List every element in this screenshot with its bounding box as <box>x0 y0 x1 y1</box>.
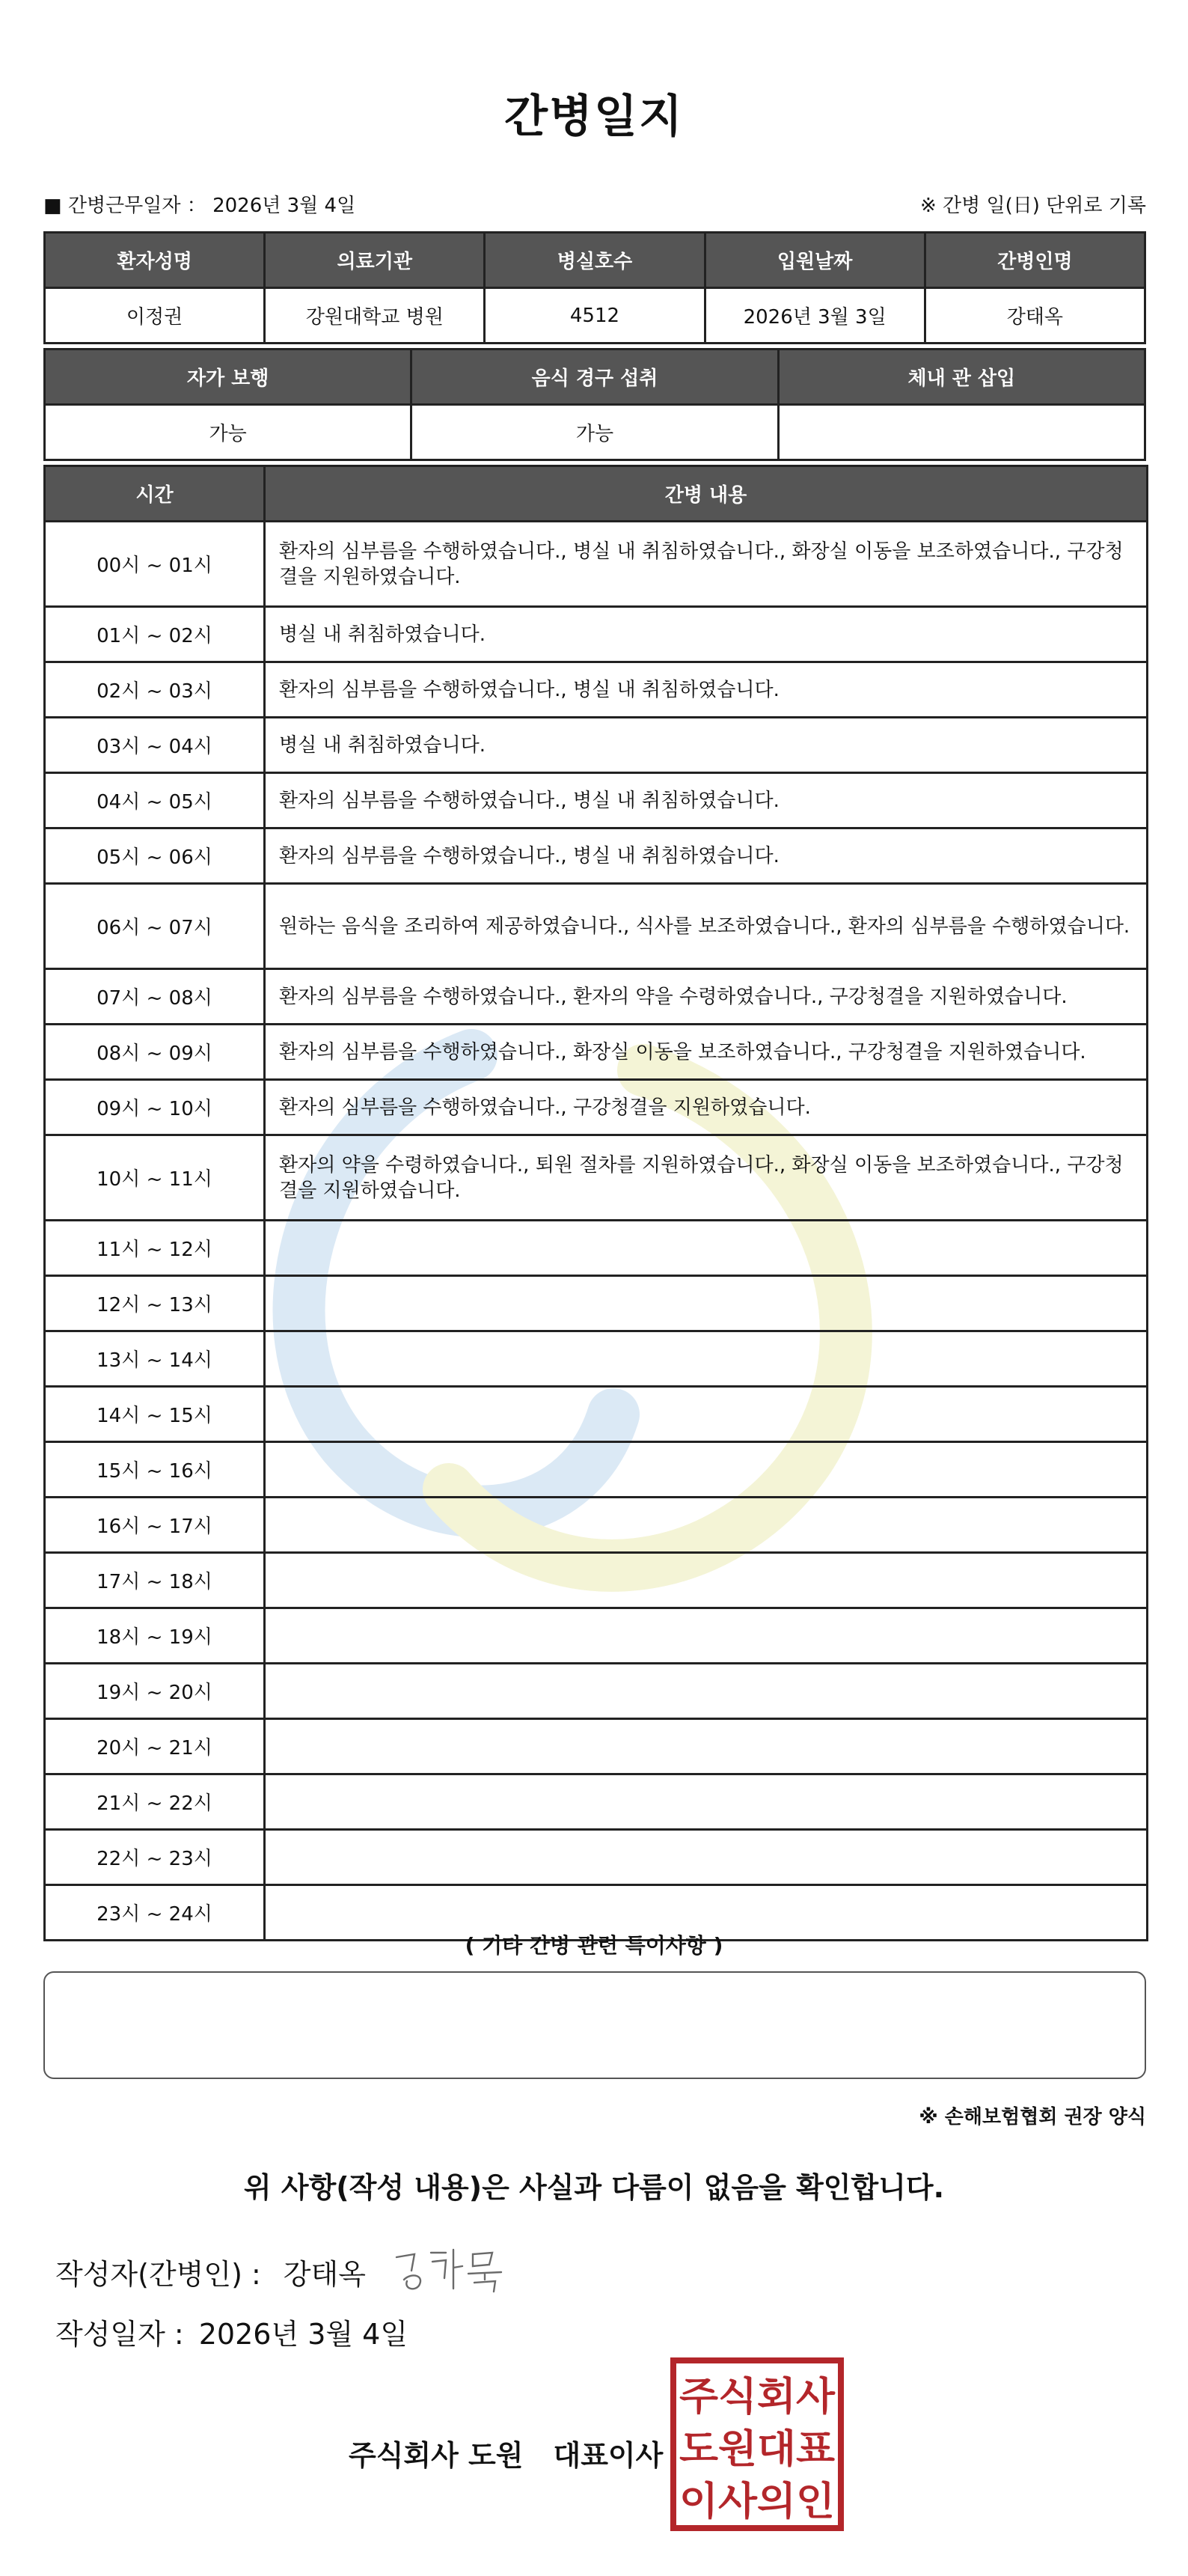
hospital-cell: 강원대학교 병원 <box>265 288 485 344</box>
written-date-line <box>55 2311 408 2352</box>
time-cell: 13시 ~ 14시 <box>45 1331 265 1387</box>
table-row <box>45 1135 1148 1221</box>
table-header-row <box>45 350 1145 405</box>
signature-image <box>389 2236 509 2296</box>
table-row <box>45 1719 1148 1774</box>
written-date-label: 작성일자 : <box>55 2318 184 2351</box>
table-row <box>45 1442 1148 1498</box>
care-content-cell <box>265 1498 1148 1553</box>
time-cell: 16시 ~ 17시 <box>45 1498 265 1553</box>
time-cell: 21시 ~ 22시 <box>45 1774 265 1830</box>
table-row <box>45 969 1148 1025</box>
table-row <box>45 1276 1148 1331</box>
care-log-table <box>43 465 1148 1941</box>
written-date-value: 2026년 3월 4일 <box>198 2318 408 2351</box>
company-name: 주식회사 도원 <box>349 2439 524 2472</box>
care-content-cell: 환자의 심부름을 수행하였습니다., 병실 내 취침하였습니다. <box>265 773 1148 828</box>
header-cell: 음식 경구 섭취 <box>411 350 778 405</box>
work-date <box>43 190 355 218</box>
care-content-cell: 환자의 심부름을 수행하였습니다., 구강청결을 지원하였습니다. <box>265 1080 1148 1135</box>
time-cell: 07시 ~ 08시 <box>45 969 265 1025</box>
table-row <box>45 1080 1148 1135</box>
table-row <box>45 662 1148 718</box>
care-content-cell: 병실 내 취침하였습니다. <box>265 718 1148 773</box>
care-content-cell <box>265 1442 1148 1498</box>
care-content-cell: 환자의 심부름을 수행하였습니다., 화장실 이동을 보조하였습니다., 구강청결을 지원하였습니다. <box>265 1025 1148 1080</box>
writer-label: 작성자(간병인) : <box>55 2258 261 2291</box>
care-content-cell: 병실 내 취침하였습니다. <box>265 607 1148 662</box>
header-cell: 환자성명 <box>45 233 265 288</box>
writer-name: 강태옥 <box>283 2258 366 2291</box>
table-row <box>45 773 1148 828</box>
svg-text:주식회사: 주식회사 <box>679 2375 836 2420</box>
unit-note-text: ※ 간병 일(日) 단위로 기록 <box>919 195 1146 217</box>
time-cell: 18시 ~ 19시 <box>45 1608 265 1664</box>
recommend-note: ※ 손해보험협회 권장 양식 <box>919 2106 1146 2128</box>
svg-text:이사의인: 이사의인 <box>679 2479 835 2524</box>
page-title: 간병일지 <box>504 91 684 143</box>
time-cell: 06시 ~ 07시 <box>45 884 265 969</box>
header-cell: 입원날짜 <box>705 233 925 288</box>
header-cell: 체내 관 삽입 <box>778 350 1145 405</box>
table-row <box>45 1387 1148 1442</box>
time-cell: 22시 ~ 23시 <box>45 1830 265 1885</box>
time-cell: 10시 ~ 11시 <box>45 1135 265 1221</box>
caregiver-name-cell: 강태옥 <box>925 288 1145 344</box>
time-cell: 09시 ~ 10시 <box>45 1080 265 1135</box>
time-cell: 20시 ~ 21시 <box>45 1719 265 1774</box>
time-cell: 04시 ~ 05시 <box>45 773 265 828</box>
header-cell: 자가 보행 <box>45 350 411 405</box>
meta-row <box>43 190 1146 220</box>
table-row <box>45 1553 1148 1608</box>
care-content-cell <box>265 1331 1148 1387</box>
table-header-row <box>45 466 1148 522</box>
remarks-heading: ( 기타 간병 관련 특이사항 ) <box>465 1933 723 1958</box>
oral-intake-cell: 가능 <box>411 405 778 460</box>
care-content-cell: 환자의 심부름을 수행하였습니다., 병실 내 취침하였습니다. <box>265 828 1148 884</box>
header-cell: 간병 내용 <box>265 466 1148 522</box>
time-cell: 23시 ~ 24시 <box>45 1885 265 1941</box>
writer-line <box>55 2251 366 2292</box>
header-cell: 시간 <box>45 466 265 522</box>
table-row <box>45 405 1145 460</box>
table-row <box>45 607 1148 662</box>
admission-date-cell: 2026년 3월 3일 <box>705 288 925 344</box>
work-date-label: ■ 간병근무일자 ： <box>43 195 213 217</box>
time-cell: 05시 ~ 06시 <box>45 828 265 884</box>
company-title: 대표이사 <box>553 2439 664 2472</box>
care-content-cell <box>265 1553 1148 1608</box>
care-content-cell <box>265 1774 1148 1830</box>
time-cell: 08시 ~ 09시 <box>45 1025 265 1080</box>
care-content-cell <box>265 1276 1148 1331</box>
table-header-row <box>45 233 1145 288</box>
table-row <box>45 884 1148 969</box>
care-content-cell: 환자의 심부름을 수행하였습니다., 병실 내 취침하였습니다. <box>265 662 1148 718</box>
table-row <box>45 1664 1148 1719</box>
time-cell: 15시 ~ 16시 <box>45 1442 265 1498</box>
care-content-cell <box>265 1608 1148 1664</box>
svg-text:도원대표: 도원대표 <box>679 2427 835 2472</box>
time-cell: 11시 ~ 12시 <box>45 1221 265 1276</box>
care-content-cell: 환자의 심부름을 수행하였습니다., 환자의 약을 수령하였습니다., 구강청결을 지원하였습니다. <box>265 969 1148 1025</box>
care-content-cell <box>265 1830 1148 1885</box>
table-row <box>45 1025 1148 1080</box>
patient-info-table <box>43 231 1146 344</box>
room-cell: 4512 <box>485 288 705 344</box>
header-cell: 병실호수 <box>485 233 705 288</box>
confirm-statement: 위 사항(작성 내용)은 사실과 다름이 없음을 확인합니다. <box>243 2171 945 2204</box>
header-cell: 간병인명 <box>925 233 1145 288</box>
table-row <box>45 1774 1148 1830</box>
tube-insertion-cell <box>778 405 1145 460</box>
care-content-cell: 환자의 약을 수령하였습니다., 퇴원 절차를 지원하였습니다., 화장실 이동을 보조하였습니다., 구강청결을 지원하였습니다. <box>265 1135 1148 1221</box>
time-cell: 02시 ~ 03시 <box>45 662 265 718</box>
time-cell: 12시 ~ 13시 <box>45 1276 265 1331</box>
walking-cell: 가능 <box>45 405 411 460</box>
care-content-cell <box>265 1719 1148 1774</box>
unit-note <box>920 190 1146 218</box>
time-cell: 01시 ~ 02시 <box>45 607 265 662</box>
table-row <box>45 1221 1148 1276</box>
time-cell: 19시 ~ 20시 <box>45 1664 265 1719</box>
care-content-cell: 환자의 심부름을 수행하였습니다., 병실 내 취침하였습니다., 화장실 이동을 보조하였습니다., 구강청결을 지원하였습니다. <box>265 522 1148 607</box>
table-row <box>45 718 1148 773</box>
time-cell: 03시 ~ 04시 <box>45 718 265 773</box>
company-seal-stamp <box>670 2357 844 2531</box>
care-content-cell <box>265 1387 1148 1442</box>
remarks-box <box>43 1971 1146 2079</box>
time-cell: 17시 ~ 18시 <box>45 1553 265 1608</box>
header-cell: 의료기관 <box>265 233 485 288</box>
table-row <box>45 1498 1148 1553</box>
company-signoff <box>349 2432 663 2473</box>
patient-status-table <box>43 348 1146 461</box>
table-row <box>45 1830 1148 1885</box>
table-row <box>45 1608 1148 1664</box>
work-date-value: 2026년 3월 4일 <box>212 195 356 217</box>
table-row <box>45 522 1148 607</box>
table-row <box>45 288 1145 344</box>
care-content-cell <box>265 1221 1148 1276</box>
care-content-cell <box>265 1664 1148 1719</box>
table-row <box>45 1331 1148 1387</box>
care-content-cell: 원하는 음식을 조리하여 제공하였습니다., 식사를 보조하였습니다., 환자의 심부름을 수행하였습니다. <box>265 884 1148 969</box>
patient-name-cell: 이정권 <box>45 288 265 344</box>
time-cell: 00시 ~ 01시 <box>45 522 265 607</box>
table-row <box>45 828 1148 884</box>
time-cell: 14시 ~ 15시 <box>45 1387 265 1442</box>
